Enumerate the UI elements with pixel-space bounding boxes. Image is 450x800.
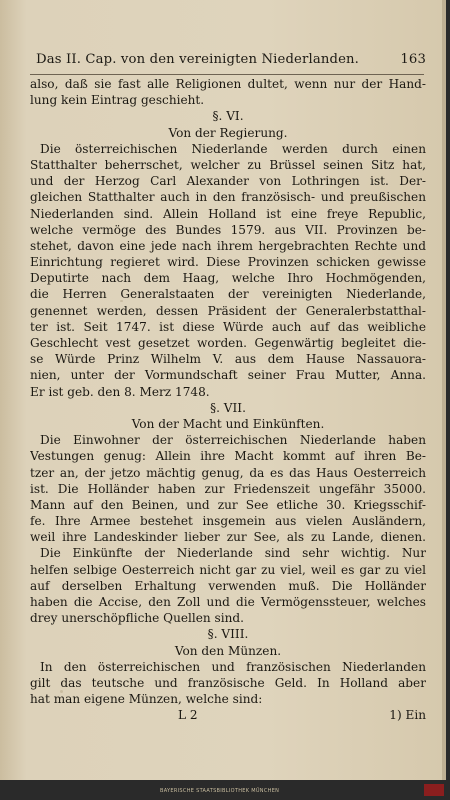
text-line: gilt das teutsche und französische Geld. In Holland aber bbox=[30, 675, 426, 690]
text-line: fe. Ihre Armee bestehet insgemein aus vielen Ausländern, bbox=[30, 514, 426, 529]
text-line: auf derselben Erhaltung verwenden muß. Die Holländer bbox=[30, 578, 426, 593]
text-line: haben die Accise, den Zoll und die Vermögenssteuer, welches bbox=[30, 595, 426, 609]
text-line: nien, unter der Vormundschaft seiner Frau Mutter, Anna. bbox=[30, 368, 426, 383]
page-footer-line bbox=[30, 707, 426, 723]
page-header bbox=[36, 52, 426, 70]
text-line: also, daß sie fast alle Religionen dultet, wenn nur der Hand- bbox=[30, 77, 426, 91]
text-line: Die österreichischen Niederlande werden durch einen bbox=[40, 141, 426, 156]
signature-mark: L 2 bbox=[178, 708, 198, 723]
text-line: In den österreichischen und französischen Niederlanden bbox=[40, 659, 426, 674]
text-line: Geschlecht vest gesetzet worden. Gegenwärtig begleitet die- bbox=[30, 336, 426, 350]
text-line: welche vermöge des Bundes 1579. aus VII. Provinzen be- bbox=[30, 222, 426, 237]
catchword: 1) Ein bbox=[389, 708, 426, 723]
text-line: stehet, davon eine jede nach ihrem hergebrachten Rechte und bbox=[30, 238, 426, 253]
text-line: tzer an, der jetzo mächtig genug, da es das Haus Oesterreich bbox=[30, 465, 426, 480]
text-line: Er ist geb. den 8. Merz 1748. bbox=[30, 384, 210, 399]
library-credit: BAYERISCHE STAATSBIBLIOTHEK MÜNCHEN bbox=[160, 788, 280, 794]
section-number: §. VIII. bbox=[207, 627, 249, 642]
text-line: Einrichtung regieret wird. Diese Provinzen schicken gewisse bbox=[30, 255, 426, 270]
text-line: Die Einkünfte der Niederlande sind sehr wichtig. Nur bbox=[40, 546, 426, 561]
text-line: Niederlanden sind. Allein Holland ist eine freye Republic, bbox=[30, 206, 426, 221]
text-line: Vestungen genug: Allein ihre Macht kommt auf ihren Be- bbox=[30, 449, 426, 464]
section-number: §. VII. bbox=[210, 400, 246, 415]
header-rule bbox=[30, 74, 424, 75]
text-line: helfen selbige Oesterreich nicht gar zu viel, weil es gar zu viel bbox=[30, 562, 426, 577]
section-number: §. VI. bbox=[212, 109, 244, 124]
text-line: ist. Die Holländer haben zur Friedenszeit ungefähr 35000. bbox=[30, 481, 426, 496]
text-line: hat man eigene Münzen, welche sind: bbox=[30, 692, 263, 707]
text-line: drey unerschöpfliche Quellen sind. bbox=[30, 611, 244, 626]
running-title: Das II. Cap. von den vereinigten Niederlanden. bbox=[36, 52, 360, 67]
viewer-footer bbox=[0, 780, 450, 800]
section-heading: Von der Regierung. bbox=[168, 125, 288, 140]
text-line: genennet werden, dessen Präsident der Generalerbstatthal- bbox=[30, 303, 426, 318]
text-line: die Herren Generalstaaten der vereinigten Niederlande, bbox=[30, 287, 426, 302]
section-heading: Von der Macht und Einkünften. bbox=[131, 416, 325, 431]
section-heading: Von den Münzen. bbox=[174, 643, 282, 658]
library-logo-icon bbox=[424, 784, 444, 796]
text-line: Deputirte nach dem Haag, welche Ihro Hochmögenden, bbox=[30, 271, 426, 286]
text-line: Die Einwohner der österreichischen Niederlande haben bbox=[40, 433, 426, 448]
text-line: Mann auf den Beinen, und zur See etliche 30. Kriegsschif- bbox=[30, 497, 426, 512]
text-line: gleichen Statthalter auch in den französisch- und preußischen bbox=[30, 190, 426, 205]
text-line: ter ist. Seit 1747. ist diese Würde auch auf das weibliche bbox=[30, 319, 426, 334]
text-line: und der Herzog Carl Alexander von Lothringen ist. Der- bbox=[30, 174, 426, 189]
text-line: weil ihre Landeskinder lieber zur See, als zu Lande, dienen. bbox=[30, 530, 426, 545]
page-body bbox=[30, 76, 426, 724]
text-line: Statthalter beherrschet, welcher zu Brüssel seinen Sitz hat, bbox=[30, 157, 426, 172]
page-number: 163 bbox=[400, 52, 426, 67]
text-line: se Würde Prinz Wilhelm V. aus dem Hause Nassauora- bbox=[30, 352, 426, 367]
text-line: lung kein Eintrag geschieht. bbox=[30, 93, 205, 108]
